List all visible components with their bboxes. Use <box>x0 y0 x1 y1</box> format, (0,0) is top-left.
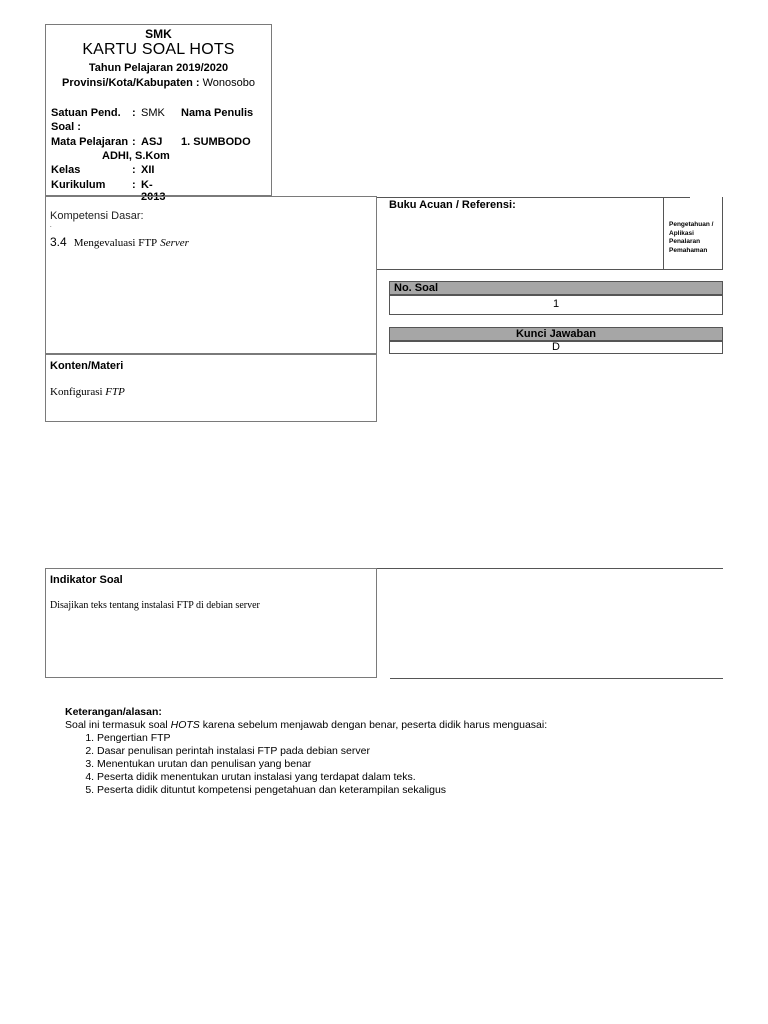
kompetensi-box <box>45 196 377 354</box>
kompetensi-number: 3.4 <box>50 235 67 249</box>
konten-label: Konten/Materi <box>50 360 124 372</box>
no-soal-label: No. Soal <box>389 281 723 295</box>
mapel-value: ASJ <box>141 136 163 148</box>
list-item: 5. Peserta didik dituntut kompetensi pengetahuan dan keterampilan sekaligus <box>97 784 745 797</box>
level-pengetahuan: Pengetahuan / <box>669 221 714 228</box>
keterangan-intro-italic: HOTS <box>170 719 200 731</box>
referensi-bottom-line <box>377 269 723 270</box>
konten-box <box>45 354 377 422</box>
list-item: 3. Menentukan urutan dan penulisan yang benar <box>97 758 745 771</box>
keterangan-label: Keterangan/alasan: <box>65 706 162 718</box>
kurikulum-value: K-2013 <box>141 179 166 203</box>
indikator-label: Indikator Soal <box>50 574 123 586</box>
kelas-value: XII <box>141 164 155 176</box>
kompetensi-text <box>50 235 189 249</box>
cognitive-levels <box>669 221 713 255</box>
keterangan-list <box>65 732 745 797</box>
satuan-label: Satuan Pend. <box>51 107 121 119</box>
satuan-row <box>51 107 254 119</box>
level-divider <box>663 197 664 269</box>
academic-year: Tahun Pelajaran 2019/2020 <box>88 62 229 74</box>
keterangan-intro-suffix: karena sebelum menjawab dengan benar, peserta didik harus menguasai: <box>202 719 548 731</box>
keterangan-intro <box>65 719 745 732</box>
keterangan-section <box>65 706 745 797</box>
referensi-top-line <box>377 197 690 198</box>
kurikulum-label: Kurikulum <box>51 179 106 191</box>
mapel-row <box>51 136 251 148</box>
list-item: 4. Peserta didik menentukan urutan instalasi yang terdapat dalam teks. <box>97 771 745 784</box>
konten-text-italic: FTP <box>105 386 125 398</box>
level-pemahaman: Pemahaman <box>669 246 708 254</box>
level-right-border <box>722 197 723 269</box>
mapel-label: Mata Pelajaran <box>51 136 129 148</box>
kelas-row <box>51 164 155 176</box>
kelas-label: Kelas <box>51 164 81 176</box>
penulis-value-1: 1. SUMBODO <box>181 136 251 148</box>
kelas-colon: : <box>132 164 136 176</box>
list-item: 1. Pengertian FTP <box>97 732 745 745</box>
indikator-text: Disajikan teks tentang instalasi FTP di debian server <box>50 600 260 611</box>
region-value: Wonosobo <box>202 77 255 89</box>
indikator-top-line <box>377 568 723 569</box>
keterangan-intro-prefix: Soal ini termasuk soal <box>65 719 168 731</box>
indikator-bottom-line <box>390 678 723 679</box>
konten-text-prefix: Konfigurasi <box>50 386 103 398</box>
kompetensi-dot: . <box>50 223 52 229</box>
konten-text <box>50 386 125 398</box>
kurikulum-row <box>51 179 166 203</box>
no-soal-value: 1 <box>389 295 723 315</box>
penulis-label: Nama Penulis <box>181 107 254 119</box>
kompetensi-text-prefix: Mengevaluasi FTP <box>73 237 158 249</box>
region-label: Provinsi/Kota/Kabupaten : <box>62 77 200 89</box>
kurikulum-colon: : <box>132 179 136 191</box>
kompetensi-label: Kompetensi Dasar: <box>50 210 144 222</box>
kompetensi-text-italic: Server <box>160 237 189 249</box>
satuan-value: SMK <box>141 107 165 119</box>
mapel-colon: : <box>132 136 136 148</box>
kunci-value: D <box>389 341 723 354</box>
region-line <box>46 77 271 89</box>
list-item: 2. Dasar penulisan perintah instalasi FTP pada debian server <box>97 745 745 758</box>
header-card <box>45 24 272 203</box>
satuan-colon: : <box>132 107 136 119</box>
soal-label: Soal : <box>51 121 81 133</box>
penulis-value-2: ADHI, S.Kom <box>102 150 170 162</box>
referensi-label: Buku Acuan / Referensi: <box>389 199 516 211</box>
card-title: KARTU SOAL HOTS <box>82 41 235 58</box>
kunci-label: Kunci Jawaban <box>389 327 723 341</box>
indikator-box <box>45 568 377 678</box>
level-penalaran: Penalaran <box>669 238 701 245</box>
level-aplikasi: Aplikasi <box>669 229 694 237</box>
school-label: SMK <box>145 27 172 41</box>
